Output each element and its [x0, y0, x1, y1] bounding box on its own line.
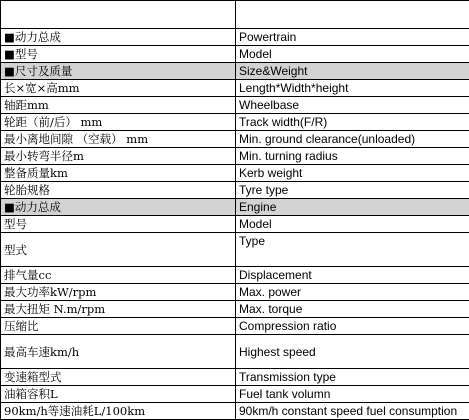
- table-row: [1, 216, 469, 233]
- section-row: [1, 63, 469, 80]
- row-label-cn: 型号: [1, 216, 236, 233]
- row-label-cn: 压缩比: [1, 318, 236, 335]
- row-label-en: Max. power: [236, 284, 469, 301]
- row-label-en: Max. torque: [236, 301, 469, 318]
- table-row: [1, 182, 469, 199]
- section-label-cn: ■尺寸及质量: [1, 63, 236, 80]
- row-label-cn: ■动力总成: [1, 29, 236, 46]
- section-row: [1, 199, 469, 216]
- table-row: [1, 148, 469, 165]
- row-label-cn: 油箱容积L: [1, 386, 236, 403]
- table-row: [1, 284, 469, 301]
- row-label-cn: 长×宽×高mm: [1, 80, 236, 97]
- row-label-en: Type: [236, 233, 469, 267]
- table-row: [1, 165, 469, 182]
- row-label-en: Displacement: [236, 267, 469, 284]
- section-label-cn: ■动力总成: [1, 199, 236, 216]
- row-label-en: Powertrain: [236, 29, 469, 46]
- row-label-cn: 最小离地间隙 （空载） mm: [1, 131, 236, 148]
- row-label-en: Kerb weight: [236, 165, 469, 182]
- row-label-en: Transmission type: [236, 369, 469, 386]
- section-label-en: Engine: [236, 199, 469, 216]
- row-label-en: Model: [236, 216, 469, 233]
- row-label-en: Fuel tank volumn: [236, 386, 469, 403]
- row-label-en: Min. turning radius: [236, 148, 469, 165]
- row-label-en: Min. ground clearance(unloaded): [236, 131, 469, 148]
- header-cell-cn: [1, 1, 236, 29]
- table-row: [1, 267, 469, 284]
- row-label-cn: 90km/h等速油耗L/100km: [1, 403, 236, 420]
- row-label-cn: 整备质量km: [1, 165, 236, 182]
- row-label-cn: 轮胎规格: [1, 182, 236, 199]
- row-label-cn: 轴距mm: [1, 97, 236, 114]
- row-label-en: Track width(F/R): [236, 114, 469, 131]
- row-label-en: Model: [236, 46, 469, 63]
- table-row: [1, 29, 469, 46]
- table-row: [1, 97, 469, 114]
- section-label-en: Size&Weight: [236, 63, 469, 80]
- row-label-en: Wheelbase: [236, 97, 469, 114]
- table-row: [1, 335, 469, 369]
- row-label-cn: 最小转弯半径m: [1, 148, 236, 165]
- table-row: [1, 114, 469, 131]
- table-row: [1, 46, 469, 63]
- row-label-cn: ■型号: [1, 46, 236, 63]
- row-label-en: Highest speed: [236, 335, 469, 369]
- table-row: [1, 131, 469, 148]
- table-row: [1, 301, 469, 318]
- table-row: [1, 233, 469, 267]
- row-label-en: 90km/h constant speed fuel consumption: [236, 403, 469, 420]
- row-label-cn: 排气量cc: [1, 267, 236, 284]
- table-row: [1, 369, 469, 386]
- row-label-cn: 轮距（前/后） mm: [1, 114, 236, 131]
- row-label-cn: 型式: [1, 233, 236, 267]
- table-row: [1, 403, 469, 420]
- row-label-cn: 最大功率kW/rpm: [1, 284, 236, 301]
- table-header-row: [1, 1, 469, 29]
- row-label-en: Compression ratio: [236, 318, 469, 335]
- table-row: [1, 318, 469, 335]
- row-label-cn: 最大扭矩 N.m/rpm: [1, 301, 236, 318]
- row-label-cn: 变速箱型式: [1, 369, 236, 386]
- row-label-en: Tyre type: [236, 182, 469, 199]
- row-label-cn: 最高车速km/h: [1, 335, 236, 369]
- row-label-en: Length*Width*height: [236, 80, 469, 97]
- table-row: [1, 80, 469, 97]
- header-cell-en: [236, 1, 469, 29]
